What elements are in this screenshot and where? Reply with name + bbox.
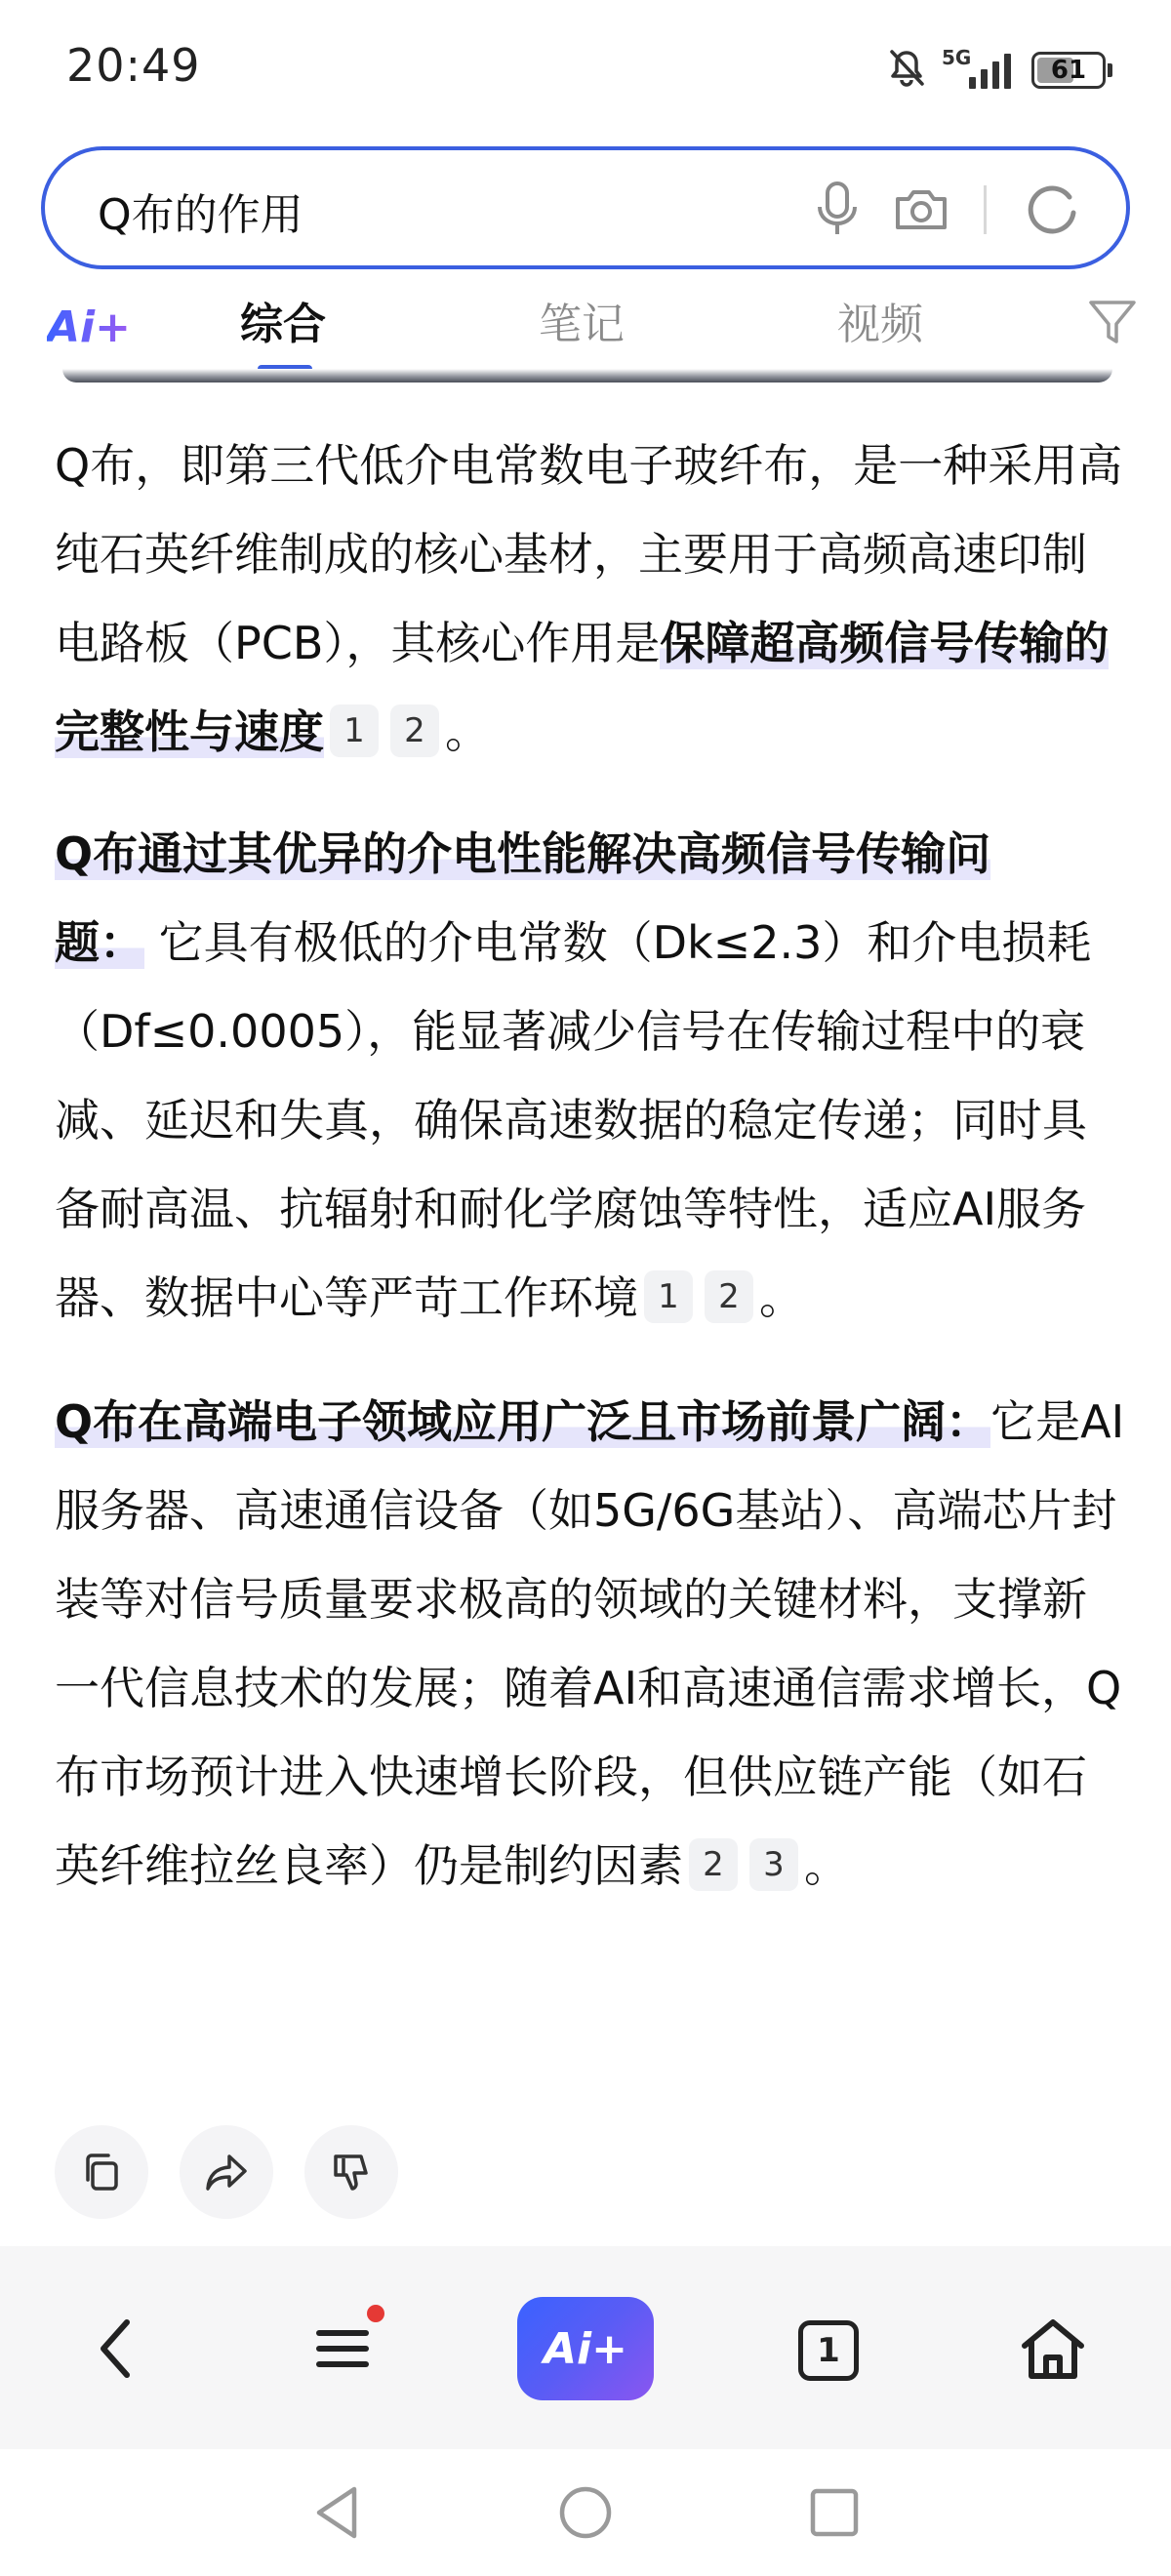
status-bar — [0, 0, 1171, 137]
citation-1[interactable]: 1 — [644, 1270, 693, 1323]
bell-off-icon — [885, 47, 928, 94]
search-input[interactable]: Q布的作用 — [98, 190, 303, 240]
share-button[interactable] — [180, 2125, 273, 2219]
nav-back-triangle-icon[interactable] — [303, 2478, 371, 2547]
ai-button-label: Ai+ — [543, 2324, 628, 2374]
status-time: 20:49 — [66, 39, 201, 92]
ai-logo-icon[interactable] — [47, 297, 135, 355]
media-card-bottom-edge — [62, 369, 1112, 382]
network-type: 5G — [942, 46, 972, 69]
copy-button[interactable] — [55, 2125, 148, 2219]
refresh-icon[interactable] — [1021, 178, 1083, 240]
paragraph-highlight: 保障超高频信号传输的完整性与速度 — [55, 617, 1110, 758]
paragraph-text: 它具有极低的介电常数（Dk≤2.3）和介电损耗（Df≤0.0005），能显著减少信号在传输过程中的衰减、延迟和失真，确保高速数据的稳定传递；同时具备耐高温、抗辐射和耐化学腐蚀等特性，适应AI服务器、数据中心等严苛工作环境 — [55, 916, 1092, 1324]
paragraph-end: 。 — [445, 705, 490, 758]
tabs-icon[interactable]: 1 — [798, 2320, 859, 2381]
answer-actions — [55, 2125, 398, 2219]
camera-icon[interactable] — [890, 178, 952, 240]
back-icon[interactable] — [72, 2305, 160, 2393]
citation-1[interactable]: 1 — [330, 704, 379, 757]
bottom-navigation — [0, 2246, 1171, 2449]
filter-icon[interactable] — [1083, 293, 1142, 351]
nav-home-circle-icon[interactable] — [551, 2478, 620, 2547]
answer-paragraph-2 — [55, 810, 1126, 1343]
tab-comprehensive[interactable]: 综合 — [240, 300, 326, 349]
citation-2[interactable]: 2 — [689, 1838, 738, 1891]
battery-icon — [1031, 52, 1112, 89]
ai-logo-text: Ai+ — [47, 302, 132, 350]
home-icon[interactable] — [1009, 2305, 1097, 2393]
citation-2[interactable]: 2 — [390, 704, 439, 757]
tab-video[interactable]: 视频 — [837, 300, 923, 349]
citation-2[interactable]: 2 — [705, 1270, 753, 1323]
tab-notes[interactable]: 笔记 — [539, 300, 625, 349]
search-box[interactable] — [41, 146, 1130, 269]
answer-paragraph-3 — [55, 1378, 1126, 1911]
battery-level: 61 — [1050, 56, 1087, 85]
share-icon — [204, 2151, 249, 2194]
system-navigation — [0, 2449, 1171, 2576]
ai-assistant-button[interactable] — [517, 2297, 654, 2400]
copy-icon — [80, 2151, 123, 2194]
paragraph-highlight: Q布通过其优异的介电性能解决高频信号传输问题： — [55, 827, 991, 969]
result-tabs — [0, 283, 1171, 381]
status-icons — [885, 47, 1112, 94]
citation-3[interactable]: 3 — [749, 1838, 798, 1891]
notification-dot — [367, 2305, 384, 2322]
ai-answer — [55, 422, 1126, 1950]
paragraph-text: 它是AI服务器、高速通信设备（如5G/6G基站）、高端芯片封装等对信号质量要求极高的领域的关键材料，支撑新一代信息技术的发展；随着AI和高速通信需求增长，Q布市场预计进入快速增长阶段，但供应链产能（如石英纤维拉丝良率）仍是制约因素 — [55, 1395, 1125, 1892]
dislike-icon — [330, 2151, 373, 2194]
paragraph-end: 。 — [759, 1271, 804, 1324]
microphone-icon[interactable] — [806, 178, 868, 240]
answer-paragraph-1 — [55, 422, 1126, 777]
signal-5g-icon — [942, 48, 1018, 93]
search-divider — [984, 185, 987, 234]
paragraph-text: Q布，即第三代低介电常数电子玻纤布，是一种采用高纯石英纤维制成的核心基材，主要用于高频高速印制电路板（PCB），其核心作用是 — [55, 439, 1123, 669]
dislike-button[interactable] — [304, 2125, 398, 2219]
nav-recents-square-icon[interactable] — [800, 2478, 868, 2547]
paragraph-highlight: Q布在高端电子领域应用广泛且市场前景广阔： — [55, 1395, 991, 1448]
paragraph-end: 。 — [804, 1839, 849, 1892]
